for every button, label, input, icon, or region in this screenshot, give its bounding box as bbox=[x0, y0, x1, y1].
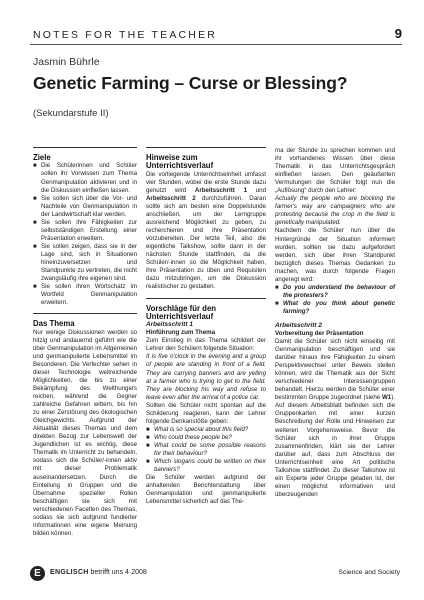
article-title: Genetic Farming – Curse or Blessing? bbox=[33, 73, 348, 93]
list-item: ■ What do you think about genetic farming? bbox=[275, 299, 395, 315]
magazine-logo-icon: E bbox=[30, 566, 45, 581]
col3-prompts bbox=[275, 284, 395, 316]
list-item: ■ What could be some possible reasons for their behaviour? bbox=[146, 441, 266, 457]
col3-quote: Actually the people who are blocking the farmer's way are campaigners who are protesting because the crop in the field is genetically manipulated. bbox=[275, 195, 395, 227]
schritt2-heading: Arbeitsschritt 2 bbox=[275, 321, 322, 329]
schritt1-heading: Arbeitsschritt 1 bbox=[146, 321, 193, 329]
list-item: ■ Sie sollen sich über die Vor- und Nachteile von Genmanipulation in der Landwirtschaft klar werden. bbox=[33, 194, 137, 218]
ziele-heading: Ziele bbox=[33, 147, 137, 162]
list-item: ■ Which slogans could be written on their banners? bbox=[146, 458, 266, 474]
bullet-icon: ■ bbox=[146, 426, 150, 433]
schritt1-quote: It is five o'clock in the evening and a group of people are standing in front of a field. They are carrying banners and are yelling at a farmer who is trying to get to the field. They are blocking his way and refuse to leave even after the arrival of a police car. bbox=[146, 353, 266, 401]
footer-topic: Science and Society bbox=[338, 569, 400, 576]
magazine-name: ENGLISCH betrifft uns 4·2008 bbox=[50, 569, 147, 576]
schritt2-paragraph: Damit die Schüler sich nicht einseitig mit Genmanipulation beschäftigen und sie darüber hinaus ihre Fähigkeiten zu einem Perspektivwechsel unter Beweis stellen können, wird die Thematik aus der Sicht verschiedener Interessengruppen behandelt. Hierzu werden die Schüler einer bestimmten Gruppe zugeordnet (siehe W1). Auf diesem Arbeitsblatt befinden sich die Gruppenkarten mit einer kurzen Beschreibung der Rolle und Hinweisen zur weiteren Vorgehensweise. Bevor die Schüler sich in ihrer Gruppe zusammenfinden, klärt sie der Lehrer darüber auf, dass zum Abschluss der Unterrichtseinheit eine Art politische Talkshow stattfindet. Zu dieser Talkshow ist ein Experte jeder Gruppe geladen ist, der einen möglichst informativen und überzeugenden bbox=[275, 337, 395, 498]
bullet-icon: ■ bbox=[275, 300, 279, 307]
thema-paragraph: Nur wenige Diskussionen werden so hitzig und andauernd geführt wie die über Genmanipulation im Allgemeinen und genmanipulierte Lebensmittel im Besonderen. Die Verfechter sehen in dieser Technologie weitreichende Möglichkeiten, die bis zu einer Bekämpfung des Welthungers reichen, während die Gegner zahlreiche Gefahren wittern, bis hin zu einer Zerstörung des ökologischen Gleichgewichts. Aufgrund der Aktualität dieses Themas und dem direkten Bezug zur Lebenswelt der Jugendlichen ist es wichtig, diese Thematik im Unterricht zu behandeln, sodass sich die Schüler/-innen aktiv mit dieser Problematik auseinandersetzen. Durch die Einteilung in Gruppen und die Übernahme spezieller Rollen beschäftigen sie sich mit verschiedenen Facetten des Themas, sodass sie sich aufgrund fundierter Informationen eine eigene Meinung bilden können. bbox=[33, 328, 137, 537]
column-middle bbox=[146, 147, 266, 506]
schritt1-prompts bbox=[146, 426, 266, 474]
list-item: ■ Who could these people be? bbox=[146, 433, 232, 441]
column-right bbox=[275, 147, 395, 499]
page-number: 9 bbox=[394, 26, 402, 41]
bullet-icon: ■ bbox=[33, 195, 37, 202]
author-name: Jasmin Bührle bbox=[33, 56, 100, 68]
bullet-icon: ■ bbox=[146, 434, 150, 441]
column-left bbox=[33, 147, 137, 538]
schritt2-subheading: Vorbereitung der Präsentation bbox=[275, 329, 364, 337]
list-item: ■ Do you understand the behaviour of the protesters? bbox=[275, 283, 395, 299]
schritt1-subheading: Hinführung zum Thema bbox=[146, 329, 216, 337]
list-item: ■ Sie sollen ihre Fähigkeiten zur selbstständigen Erstellung einer Präsentation erweitern. bbox=[33, 218, 137, 242]
page-footer bbox=[0, 566, 424, 600]
list-item: ■ Sie sollen zeigen, dass sie in der Lage sind, sich in Situationen hineinzuversetzen und Standpunkte zu vertreten, die nicht zwangsläufig ihre eigenen sind. bbox=[33, 242, 137, 283]
bullet-icon: ■ bbox=[33, 284, 37, 291]
bullet-icon: ■ bbox=[146, 442, 150, 449]
section-title: NOTES FOR THE TEACHER bbox=[33, 29, 218, 41]
vorschlaege-heading: Vorschläge für den Unterrichtsverlauf bbox=[146, 298, 266, 322]
hinweise-heading: Hinweise zum Unterrichtsverlauf bbox=[146, 147, 266, 171]
schritt1-intro: Zum Einstieg in das Thema schildert der Lehrer den Schülern folgende Situation: bbox=[146, 337, 266, 353]
bullet-icon: ■ bbox=[33, 219, 37, 226]
bullet-icon: ■ bbox=[33, 243, 37, 250]
thema-heading: Das Thema bbox=[33, 313, 137, 328]
list-item: ■ What is so special about this field? bbox=[146, 425, 249, 433]
bullet-icon: ■ bbox=[33, 163, 37, 170]
col3-paragraph-2: Nachdem die Schüler nun über die Hintergründe der Situation informiert wurden, sollten sie dazu aufgefordert werden, sich über ihren Standpunkt bezüglich dieses Themas Gedanken zu machen, was durch folgende Fragen angeregt wird: bbox=[275, 227, 395, 283]
bullet-icon: ■ bbox=[146, 459, 150, 466]
article-subtitle: (Sekundarstufe II) bbox=[33, 108, 109, 119]
bullet-icon: ■ bbox=[275, 284, 279, 291]
col3-paragraph-1: ma der Stunde zu sprechen kommen und ihr vorhandenes Wissen über diese Thematik in das Unterrichtsgespräch einfließen lassen. Den geäußerten Vermutungen der Schüler folgt nun die „Auflösung“ durch den Lehrer: bbox=[275, 147, 395, 195]
list-item: ■ Sie sollen ihren Wortschatz im Wortfeld Genmanipulation erweitern. bbox=[33, 283, 137, 307]
page-header bbox=[0, 0, 424, 41]
ziele-list bbox=[33, 162, 137, 307]
header-rule bbox=[30, 44, 402, 45]
schritt1-closing: Die Schüler werden aufgrund der anhaltenden Berichterstattung über Genmanipulation und genmanipulierte Lebensmittel sicherlich auf das The- bbox=[146, 474, 266, 506]
list-item: ■ Die Schülerinnen und Schüler sollen ihr Vorwissen zum Thema Genmanipulation aktivieren und in die Diskussion einfließen lassen. bbox=[33, 162, 137, 194]
hinweise-paragraph: Die vorliegende Unterrichtseinheit umfasst vier Stunden, wobei die erste Stunde dazu genutzt wird Arbeitsschritt 1 und Arbeitsschritt 2 durchzuführen. Daran sollte sich am besten eine Doppelstunde anschließen, um der Lerngruppe ausreichend Möglichkeit zu geben, zu recherchieren und ihre Präsentation vorzubereiten. Der letzte Teil, also die eigentliche Talkshow, sollte dann in der nächsten Stunde stattfinden, da die Schüler/-innen so die Möglichkeit haben, ihre Präsentation zu üben und Requisiten dazu mitzubringen, um die Diskussion realistischer zu gestalten. bbox=[146, 170, 267, 291]
schritt1-prompt-intro: Sollten die Schüler nicht spontan auf die Schilderung reagieren, kann der Lehrer folgende Denkanstöße geben: bbox=[146, 401, 266, 425]
